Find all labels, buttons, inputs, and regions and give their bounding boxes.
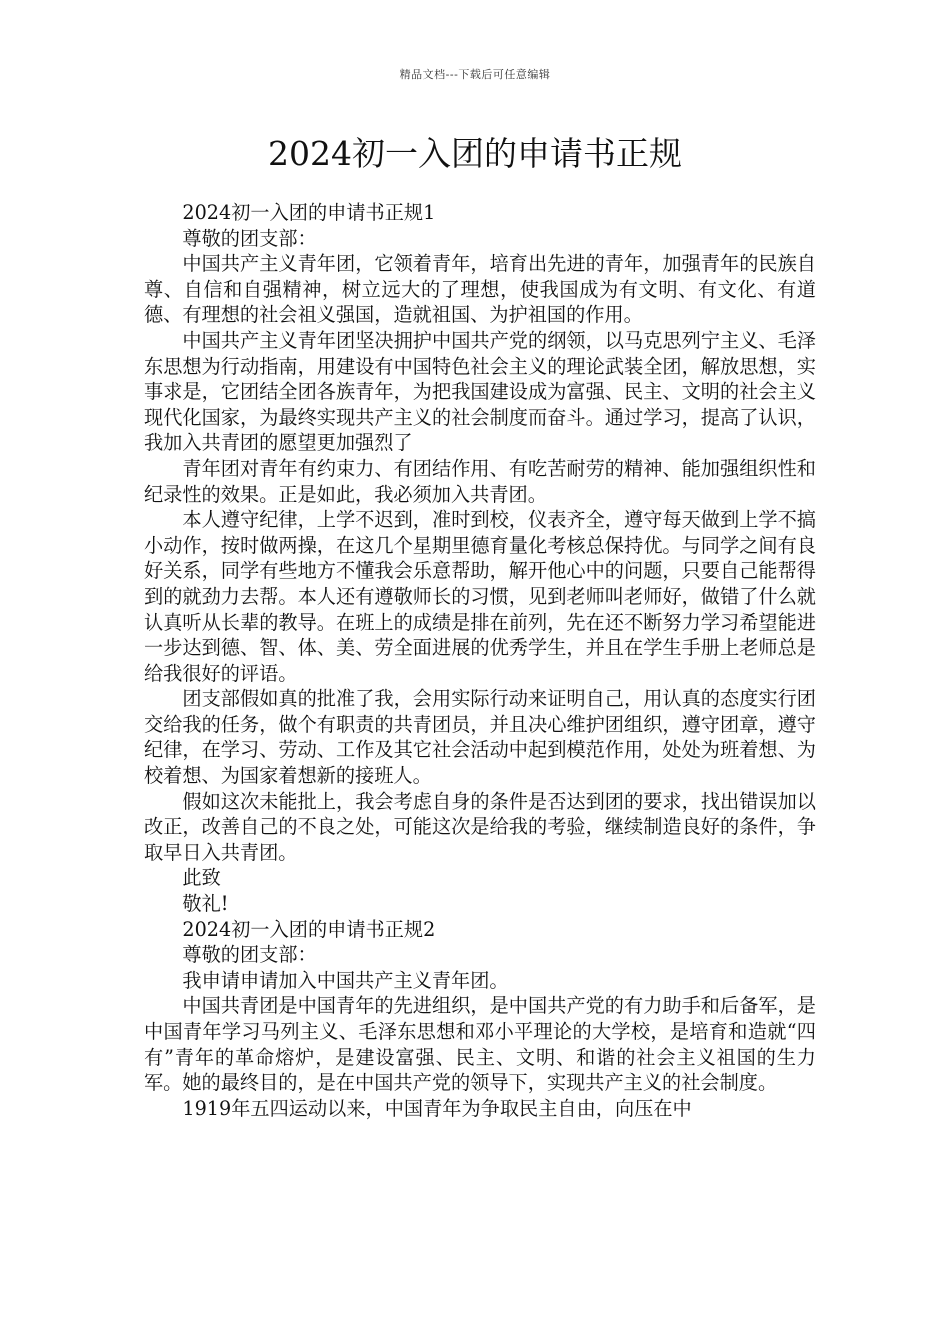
body-paragraph: 本人遵守纪律，上学不迟到，准时到校，仪表齐全，遵守每天做到上学不搞小动作，按时做两操，在这几个星期里德育量化考核总保持优。与同学之间有良好关系，同学有些地方不懂我会乐意帮助，解开他心中的问题，只要自己能帮得到的就劲力去帮。本人还有遵敬师长的习惯，见到老师叫老师好，做错了什么就认真听从长辈的教导。在班上的成绩是排在前列，先在还不断努力学习希望能进一步达到德、智、体、美、劳全面进展的优秀学生，并且在学生手册上老师总是给我很好的评语。 (144, 508, 816, 685)
body-paragraph: 我申请申请加入中国共产主义青年团。 (182, 968, 509, 992)
document-body (144, 200, 816, 1121)
header-note: 精品文档---下载后可任意编辑 (399, 68, 551, 81)
section-heading-1: 2024初一入团的申请书正规1 (182, 201, 436, 224)
document-title: 2024初一入团的申请书正规 (268, 134, 682, 173)
body-paragraph: 青年团对青年有约束力、有团结作用、有吃苦耐劳的精神、能加强组织性和纪录性的效果。正是如此，我必须加入共青团。 (144, 456, 816, 506)
body-paragraph: 中国共青团是中国青年的先进组织，是中国共产党的有力助手和后备军，是中国青年学习马列主义、毛泽东思想和邓小平理论的大学校，是培育和造就“四有”青年的革命熔炉，是建设富强、民主、文明、和谐的社会主义祖国的生力军。她的最终目的，是在中国共产党的领导下，实现共产主义的社会制度。 (144, 994, 816, 1095)
closing-greeting: 敬礼! (182, 892, 229, 916)
salutation-2: 尊敬的团支部： (182, 943, 317, 967)
body-paragraph: 假如这次未能批上，我会考虑自身的条件是否达到团的要求，找出错误加以改正，改善自己的不良之处，可能这次是给我的考验，继续制造良好的条件，争取早日入共青团。 (144, 789, 816, 864)
body-paragraph: 1919年五四运动以来，中国青年为争取民主自由，向压在中 (182, 1096, 692, 1120)
body-paragraph: 中国共产主义青年团坚决拥护中国共产党的纲领，以马克思列宁主义、毛泽东思想为行动指南，用建设有中国特色社会主义的理论武装全团，解放思想，实事求是，它团结全团各族青年，为把我国建设成为富强、民主、文明的社会主义现代化国家，为最终实现共产主义的社会制度而奋斗。通过学习，提高了认识，我加入共青团的愿望更加强烈了 (144, 328, 816, 455)
body-paragraph: 中国共产主义青年团，它领着青年，培育出先进的青年，加强青年的民族自尊、自信和自强精神，树立远大的了理想，使我国成为有文明、有文化、有道德、有理想的社会祖义强国，造就祖国、为护祖国的作用。 (144, 252, 816, 327)
body-paragraph: 团支部假如真的批准了我，会用实际行动来证明自己，用认真的态度实行团交给我的任务，做个有职责的共青团员，并且决心维护团组织，遵守团章，遵守纪律，在学习、劳动、工作及其它社会活动中起到模范作用，处处为班着想、为校着想、为国家着想新的接班人。 (144, 687, 816, 788)
section-heading-2: 2024初一入团的申请书正规2 (182, 917, 436, 941)
closing-line: 此致 (182, 866, 221, 890)
salutation-1: 尊敬的团支部： (182, 226, 317, 250)
